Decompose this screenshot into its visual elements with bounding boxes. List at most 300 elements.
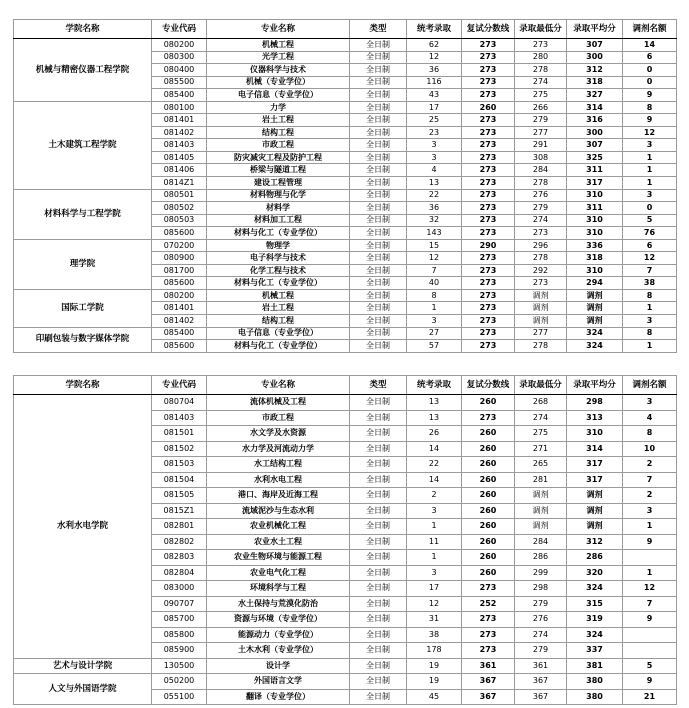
study-type: 全日制	[350, 519, 407, 535]
adjust-quota: 14	[623, 39, 677, 52]
min-score: 273	[515, 277, 567, 290]
avg-score: 324	[567, 581, 623, 597]
adjust-quota: 1	[623, 519, 677, 535]
major-code: 081406	[152, 164, 207, 177]
major-name: 农业生物环境与能源工程	[207, 550, 350, 566]
retest-line: 273	[462, 612, 515, 628]
avg-score: 310	[567, 227, 623, 240]
study-type: 全日制	[350, 503, 407, 519]
avg-score: 327	[567, 89, 623, 102]
study-type: 全日制	[350, 627, 407, 643]
avg-score: 310	[567, 189, 623, 202]
min-score: 284	[515, 164, 567, 177]
adjust-quota: 1	[623, 164, 677, 177]
major-name: 光学工程	[207, 51, 350, 64]
min-score: 284	[515, 534, 567, 550]
major-code: 085800	[152, 627, 207, 643]
retest-line: 273	[462, 327, 515, 340]
major-name: 市政工程	[207, 410, 350, 426]
table-row	[14, 39, 677, 52]
retest-line: 273	[462, 114, 515, 127]
admitted-count: 17	[407, 101, 462, 114]
avg-score: 381	[567, 658, 623, 674]
min-score: 276	[515, 612, 567, 628]
min-score: 调剂	[515, 289, 567, 302]
table-body	[14, 395, 677, 705]
avg-score: 324	[567, 340, 623, 353]
admitted-count: 14	[407, 441, 462, 457]
avg-score: 320	[567, 565, 623, 581]
admitted-count: 2	[407, 488, 462, 504]
retest-line: 273	[462, 227, 515, 240]
header-adjust-quota: 调剂名额	[623, 376, 677, 395]
table-header-row	[14, 20, 677, 39]
study-type: 全日制	[350, 441, 407, 457]
college-name: 材料科学与工程学院	[14, 189, 152, 239]
adjust-quota: 9	[623, 612, 677, 628]
retest-line: 273	[462, 189, 515, 202]
admitted-count: 26	[407, 426, 462, 442]
adjust-quota: 9	[623, 674, 677, 690]
major-code: 085700	[152, 612, 207, 628]
major-name: 岩土工程	[207, 302, 350, 315]
study-type: 全日制	[350, 395, 407, 411]
adjust-quota: 76	[623, 227, 677, 240]
study-type: 全日制	[350, 151, 407, 164]
major-code: 0815Z1	[152, 503, 207, 519]
avg-score: 313	[567, 410, 623, 426]
college-name: 理学院	[14, 239, 152, 289]
major-name: 材料与化工（专业学位）	[207, 227, 350, 240]
major-code: 085900	[152, 643, 207, 659]
adjust-quota: 7	[623, 472, 677, 488]
study-type: 全日制	[350, 315, 407, 328]
min-score: 277	[515, 126, 567, 139]
min-score: 292	[515, 264, 567, 277]
major-name: 力学	[207, 101, 350, 114]
table-row	[14, 289, 677, 302]
study-type: 全日制	[350, 327, 407, 340]
admitted-count: 12	[407, 252, 462, 265]
table-row	[14, 658, 677, 674]
admitted-count: 32	[407, 214, 462, 227]
min-score: 278	[515, 252, 567, 265]
major-code: 0814Z1	[152, 177, 207, 190]
header-major: 专业名称	[207, 20, 350, 39]
major-name: 农业水土工程	[207, 534, 350, 550]
study-type: 全日制	[350, 643, 407, 659]
retest-line: 273	[462, 302, 515, 315]
avg-score: 298	[567, 395, 623, 411]
table-row	[14, 239, 677, 252]
admitted-count: 13	[407, 395, 462, 411]
admitted-count: 3	[407, 565, 462, 581]
adjust-quota: 3	[623, 395, 677, 411]
major-code: 050200	[152, 674, 207, 690]
major-code: 081501	[152, 426, 207, 442]
avg-score: 286	[567, 550, 623, 566]
study-type: 全日制	[350, 76, 407, 89]
major-name: 翻译（专业学位）	[207, 689, 350, 705]
admitted-count: 4	[407, 164, 462, 177]
retest-line: 273	[462, 64, 515, 77]
study-type: 全日制	[350, 239, 407, 252]
admitted-count: 8	[407, 289, 462, 302]
major-name: 机械工程	[207, 39, 350, 52]
adjust-quota: 10	[623, 441, 677, 457]
avg-score: 324	[567, 327, 623, 340]
retest-line: 273	[462, 340, 515, 353]
major-code: 081401	[152, 302, 207, 315]
major-code: 083000	[152, 581, 207, 597]
table-row	[14, 395, 677, 411]
college-name: 印刷包装与数字媒体学院	[14, 327, 152, 352]
adjust-quota: 3	[623, 503, 677, 519]
retest-line: 273	[462, 410, 515, 426]
min-score: 275	[515, 426, 567, 442]
avg-score: 调剂	[567, 503, 623, 519]
min-score: 278	[515, 340, 567, 353]
study-type: 全日制	[350, 89, 407, 102]
min-score: 278	[515, 177, 567, 190]
header-type: 类型	[350, 376, 407, 395]
min-score: 279	[515, 643, 567, 659]
table-row	[14, 101, 677, 114]
study-type: 全日制	[350, 658, 407, 674]
admitted-count: 13	[407, 410, 462, 426]
major-name: 水利水电工程	[207, 472, 350, 488]
admitted-count: 1	[407, 550, 462, 566]
adjust-quota: 8	[623, 426, 677, 442]
study-type: 全日制	[350, 457, 407, 473]
retest-line: 273	[462, 164, 515, 177]
major-code: 081503	[152, 457, 207, 473]
retest-line: 273	[462, 177, 515, 190]
major-name: 水土保持与荒漠化防治	[207, 596, 350, 612]
major-code: 085600	[152, 340, 207, 353]
avg-score: 调剂	[567, 315, 623, 328]
admitted-count: 45	[407, 689, 462, 705]
major-name: 防灾减灾工程及防护工程	[207, 151, 350, 164]
study-type: 全日制	[350, 596, 407, 612]
admitted-count: 40	[407, 277, 462, 290]
major-name: 水力学及河流动力学	[207, 441, 350, 457]
admitted-count: 143	[407, 227, 462, 240]
retest-line: 367	[462, 689, 515, 705]
admitted-count: 38	[407, 627, 462, 643]
study-type: 全日制	[350, 189, 407, 202]
study-type: 全日制	[350, 565, 407, 581]
admitted-count: 3	[407, 139, 462, 152]
admitted-count: 43	[407, 89, 462, 102]
major-name: 流域泥沙与生态水利	[207, 503, 350, 519]
header-type: 类型	[350, 20, 407, 39]
adjust-quota: 0	[623, 64, 677, 77]
major-code: 080400	[152, 64, 207, 77]
study-type: 全日制	[350, 39, 407, 52]
avg-score: 300	[567, 126, 623, 139]
min-score: 280	[515, 51, 567, 64]
min-score: 271	[515, 441, 567, 457]
header-college: 学院名称	[14, 376, 152, 395]
table-body	[14, 39, 677, 353]
admitted-count: 3	[407, 315, 462, 328]
adjust-quota: 1	[623, 302, 677, 315]
header-major: 专业名称	[207, 376, 350, 395]
adjust-quota: 6	[623, 51, 677, 64]
admission-table-1	[13, 19, 677, 353]
study-type: 全日制	[350, 289, 407, 302]
admitted-count: 36	[407, 64, 462, 77]
adjust-quota: 8	[623, 327, 677, 340]
adjust-quota: 7	[623, 596, 677, 612]
major-name: 结构工程	[207, 315, 350, 328]
admitted-count: 7	[407, 264, 462, 277]
study-type: 全日制	[350, 612, 407, 628]
retest-line: 260	[462, 565, 515, 581]
header-code: 专业代码	[152, 20, 207, 39]
avg-score: 311	[567, 164, 623, 177]
adjust-quota: 1	[623, 177, 677, 190]
header-code: 专业代码	[152, 376, 207, 395]
min-score: 296	[515, 239, 567, 252]
retest-line: 260	[462, 519, 515, 535]
retest-line: 273	[462, 315, 515, 328]
college-name: 国际工学院	[14, 289, 152, 327]
major-code: 080704	[152, 395, 207, 411]
study-type: 全日制	[350, 214, 407, 227]
retest-line: 273	[462, 252, 515, 265]
min-score: 266	[515, 101, 567, 114]
header-admitted: 统考录取	[407, 20, 462, 39]
college-name: 艺术与设计学院	[14, 658, 152, 674]
study-type: 全日制	[350, 202, 407, 215]
admitted-count: 23	[407, 126, 462, 139]
major-code: 081502	[152, 441, 207, 457]
admitted-count: 15	[407, 239, 462, 252]
retest-line: 252	[462, 596, 515, 612]
major-code: 090707	[152, 596, 207, 612]
adjust-quota: 0	[623, 202, 677, 215]
admitted-count: 1	[407, 519, 462, 535]
college-name: 机械与精密仪器工程学院	[14, 39, 152, 102]
adjust-quota: 8	[623, 289, 677, 302]
admitted-count: 178	[407, 643, 462, 659]
min-score: 278	[515, 64, 567, 77]
major-name: 农业机械化工程	[207, 519, 350, 535]
avg-score: 307	[567, 39, 623, 52]
avg-score: 318	[567, 76, 623, 89]
header-retest-line: 复试分数线	[462, 20, 515, 39]
major-name: 机械工程	[207, 289, 350, 302]
min-score: 367	[515, 674, 567, 690]
major-name: 流体机械及工程	[207, 395, 350, 411]
adjust-quota: 9	[623, 89, 677, 102]
adjust-quota	[623, 627, 677, 643]
avg-score: 337	[567, 643, 623, 659]
min-score: 367	[515, 689, 567, 705]
avg-score: 314	[567, 101, 623, 114]
admitted-count: 11	[407, 534, 462, 550]
major-name: 物理学	[207, 239, 350, 252]
study-type: 全日制	[350, 164, 407, 177]
adjust-quota	[623, 550, 677, 566]
min-score: 291	[515, 139, 567, 152]
study-type: 全日制	[350, 488, 407, 504]
avg-score: 317	[567, 177, 623, 190]
adjust-quota: 9	[623, 534, 677, 550]
college-name: 人文与外国语学院	[14, 674, 152, 705]
min-score: 调剂	[515, 519, 567, 535]
avg-score: 312	[567, 64, 623, 77]
major-name: 建设工程管理	[207, 177, 350, 190]
retest-line: 273	[462, 76, 515, 89]
min-score: 286	[515, 550, 567, 566]
avg-score: 317	[567, 472, 623, 488]
study-type: 全日制	[350, 550, 407, 566]
major-code: 081403	[152, 410, 207, 426]
major-name: 材料学	[207, 202, 350, 215]
major-code: 085400	[152, 327, 207, 340]
major-code: 081402	[152, 126, 207, 139]
major-name: 桥梁与隧道工程	[207, 164, 350, 177]
major-code: 080300	[152, 51, 207, 64]
major-name: 环境科学与工程	[207, 581, 350, 597]
study-type: 全日制	[350, 340, 407, 353]
admitted-count: 27	[407, 327, 462, 340]
header-retest-line: 复试分数线	[462, 376, 515, 395]
major-name: 电子信息（专业学位）	[207, 327, 350, 340]
admitted-count: 25	[407, 114, 462, 127]
admitted-count: 3	[407, 151, 462, 164]
min-score: 279	[515, 202, 567, 215]
min-score: 279	[515, 596, 567, 612]
min-score: 调剂	[515, 503, 567, 519]
admitted-count: 14	[407, 472, 462, 488]
adjust-quota: 12	[623, 126, 677, 139]
retest-line: 273	[462, 581, 515, 597]
major-name: 电子信息（专业学位）	[207, 89, 350, 102]
admitted-count: 36	[407, 202, 462, 215]
adjust-quota: 21	[623, 689, 677, 705]
min-score: 274	[515, 410, 567, 426]
avg-score: 294	[567, 277, 623, 290]
retest-line: 260	[462, 101, 515, 114]
admitted-count: 116	[407, 76, 462, 89]
adjust-quota: 2	[623, 457, 677, 473]
retest-line: 260	[462, 488, 515, 504]
header-min-score: 录取最低分	[515, 20, 567, 39]
adjust-quota: 5	[623, 214, 677, 227]
avg-score: 310	[567, 214, 623, 227]
retest-line: 260	[462, 441, 515, 457]
adjust-quota	[623, 643, 677, 659]
retest-line: 260	[462, 534, 515, 550]
study-type: 全日制	[350, 101, 407, 114]
retest-line: 273	[462, 214, 515, 227]
avg-score: 318	[567, 252, 623, 265]
major-code: 080501	[152, 189, 207, 202]
study-type: 全日制	[350, 177, 407, 190]
retest-line: 260	[462, 395, 515, 411]
avg-score: 324	[567, 627, 623, 643]
study-type: 全日制	[350, 426, 407, 442]
major-code: 081504	[152, 472, 207, 488]
major-name: 岩土工程	[207, 114, 350, 127]
major-code: 080900	[152, 252, 207, 265]
major-code: 085400	[152, 89, 207, 102]
retest-line: 260	[462, 472, 515, 488]
major-code: 082804	[152, 565, 207, 581]
college-name: 水利水电学院	[14, 395, 152, 659]
major-code: 080200	[152, 289, 207, 302]
retest-line: 273	[462, 643, 515, 659]
major-code: 055100	[152, 689, 207, 705]
major-code: 130500	[152, 658, 207, 674]
major-code: 082803	[152, 550, 207, 566]
study-type: 全日制	[350, 252, 407, 265]
avg-score: 336	[567, 239, 623, 252]
adjust-quota: 7	[623, 264, 677, 277]
avg-score: 319	[567, 612, 623, 628]
major-code: 081402	[152, 315, 207, 328]
adjust-quota: 12	[623, 581, 677, 597]
major-name: 水文学及水资源	[207, 426, 350, 442]
major-code: 070200	[152, 239, 207, 252]
min-score: 274	[515, 214, 567, 227]
adjust-quota: 3	[623, 315, 677, 328]
table-row	[14, 327, 677, 340]
retest-line: 260	[462, 503, 515, 519]
avg-score: 300	[567, 51, 623, 64]
retest-line: 273	[462, 277, 515, 290]
study-type: 全日制	[350, 581, 407, 597]
major-code: 081403	[152, 139, 207, 152]
retest-line: 273	[462, 126, 515, 139]
table-row	[14, 674, 677, 690]
major-code: 080100	[152, 101, 207, 114]
admitted-count: 3	[407, 503, 462, 519]
min-score: 265	[515, 457, 567, 473]
major-code: 085600	[152, 227, 207, 240]
major-name: 资源与环境（专业学位）	[207, 612, 350, 628]
avg-score: 310	[567, 426, 623, 442]
min-score: 276	[515, 189, 567, 202]
retest-line: 273	[462, 151, 515, 164]
avg-score: 310	[567, 264, 623, 277]
major-name: 土木水利（专业学位）	[207, 643, 350, 659]
study-type: 全日制	[350, 51, 407, 64]
major-code: 081401	[152, 114, 207, 127]
avg-score: 380	[567, 689, 623, 705]
retest-line: 260	[462, 457, 515, 473]
avg-score: 调剂	[567, 519, 623, 535]
min-score: 268	[515, 395, 567, 411]
min-score: 274	[515, 76, 567, 89]
study-type: 全日制	[350, 264, 407, 277]
avg-score: 312	[567, 534, 623, 550]
retest-line: 273	[462, 139, 515, 152]
study-type: 全日制	[350, 277, 407, 290]
major-name: 仪器科学与技术	[207, 64, 350, 77]
adjust-quota: 38	[623, 277, 677, 290]
min-score: 273	[515, 227, 567, 240]
min-score: 298	[515, 581, 567, 597]
retest-line: 260	[462, 426, 515, 442]
major-name: 材料物理与化学	[207, 189, 350, 202]
major-name: 材料与化工（专业学位）	[207, 277, 350, 290]
adjust-quota: 3	[623, 189, 677, 202]
